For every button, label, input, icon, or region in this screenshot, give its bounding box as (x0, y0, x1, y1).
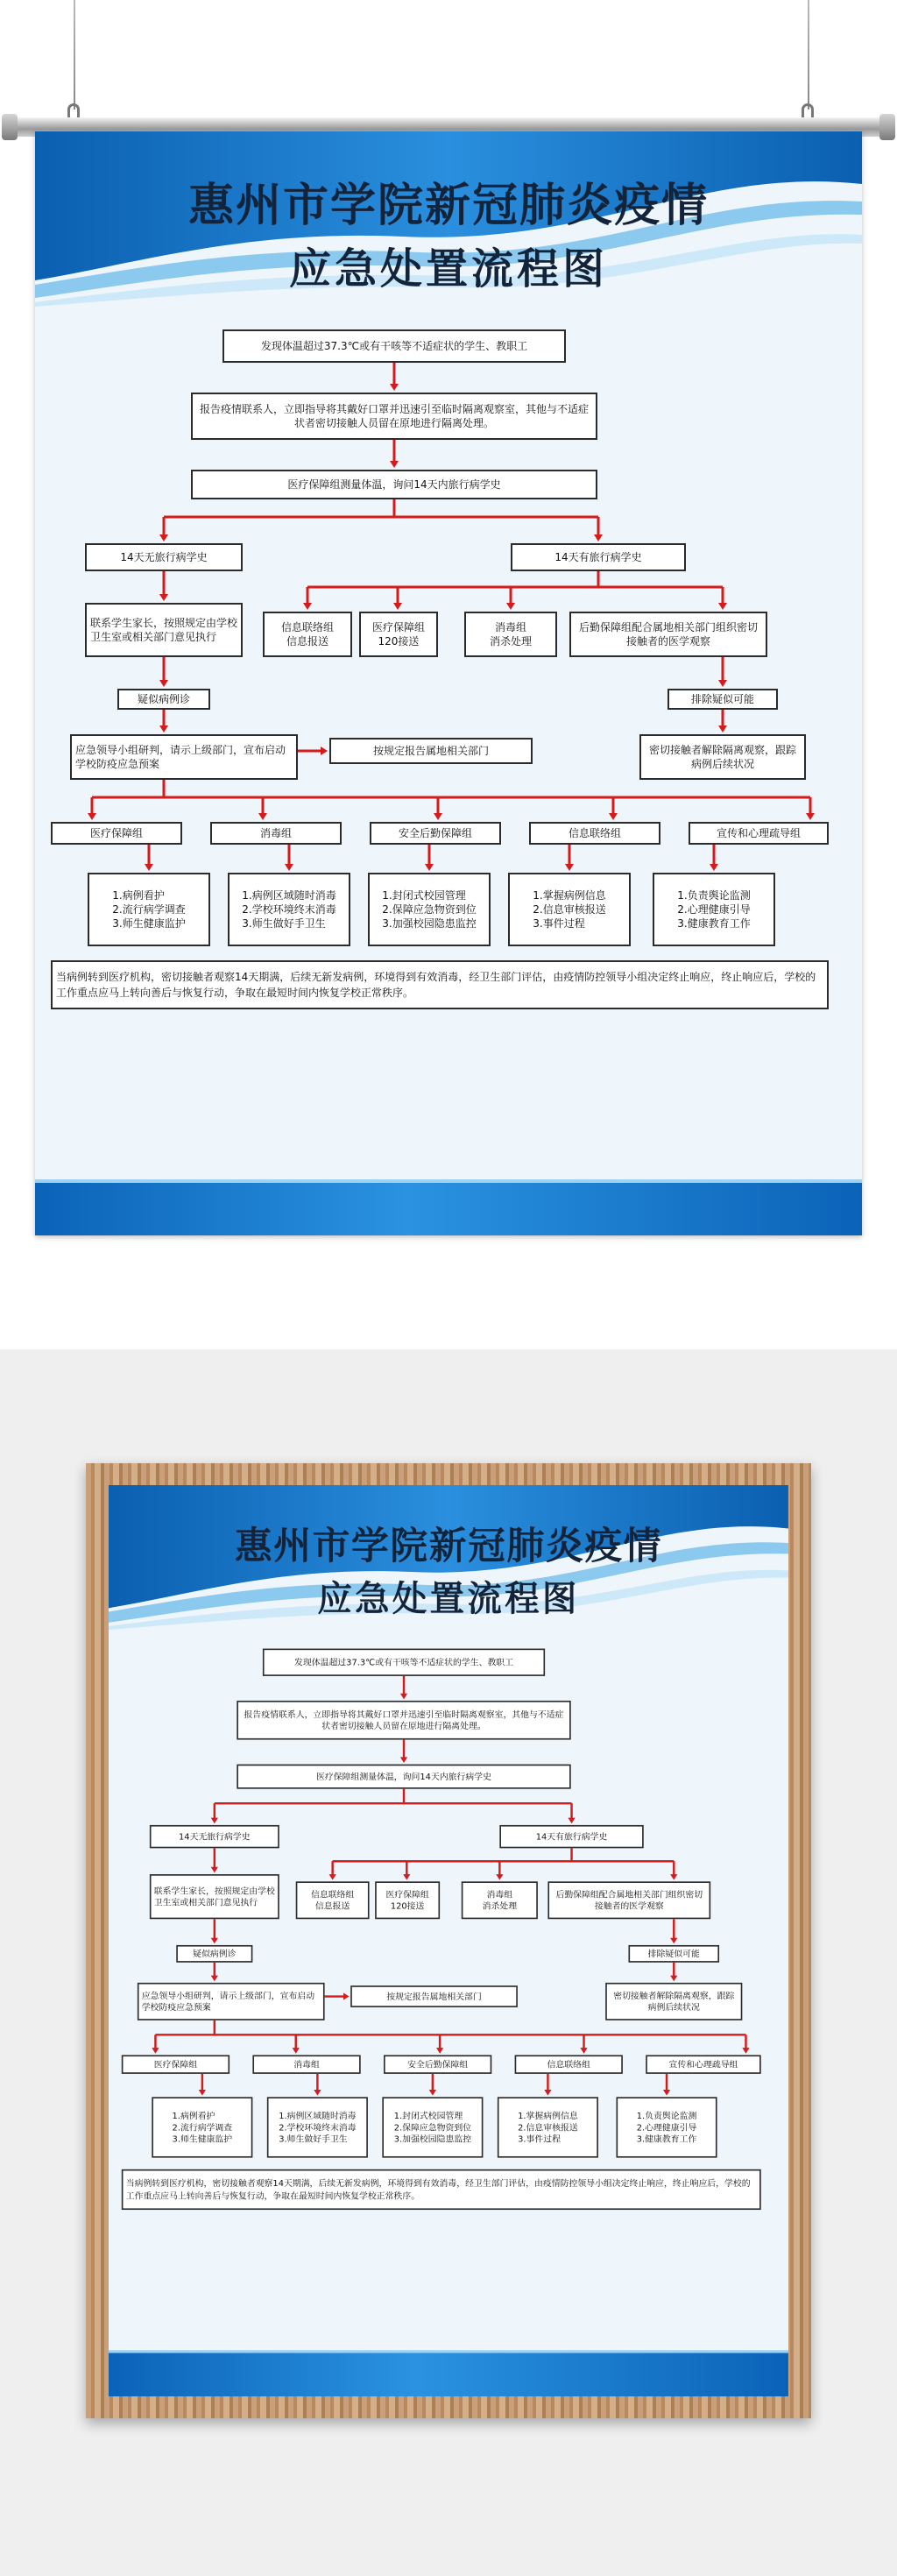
group-medical: 医疗保障组 (51, 822, 182, 845)
group-disinfect-tasks: 1.病例区域随时消毒 2.学校环境终末消毒 3.师生做好手卫生 (267, 2097, 368, 2157)
group-disinfect-tasks: 1.病例区域随时消毒 2.学校环境终末消毒 3.师生做好手卫生 (228, 873, 350, 946)
poster-title: 惠州市学院新冠肺炎疫情 (234, 1524, 663, 1568)
hanging-wire-right (808, 0, 809, 110)
step-close-contacts: 密切接触者解除隔离观察，跟踪病例后续状况 (605, 1983, 742, 2020)
step-discover: 发现体温超过37.3℃或有干咳等不适症状的学生、教职工 (263, 1649, 545, 1676)
group-publicity-tasks: 1.负责舆论监测 2.心理健康引导 3.健康教育工作 (617, 2097, 717, 2157)
group-info-tasks: 1.掌握病例信息 2.信息审核报送 3.事件过程 (508, 873, 631, 946)
group-logistics: 安全后勤保障组 (384, 2055, 491, 2073)
poster (109, 1485, 788, 2396)
step-report: 报告疫情联系人，立即指导将其戴好口罩并迅速引至临时隔离观察室，其他与不适症状者密切接触人员留在原地进行隔离处理。 (237, 1701, 570, 1740)
group-publicity: 宣传和心理疏导组 (646, 2055, 761, 2073)
step-disinfect-group: 消毒组 消杀处理 (464, 612, 557, 657)
step-logistics-group: 后勤保障组配合属地相关部门组织密切接触者的医学观察 (547, 1881, 710, 1919)
step-info-group: 信息联络组 信息报送 (263, 612, 352, 657)
group-disinfect: 消毒组 (210, 822, 342, 845)
poster-subtitle: 应急处置流程图 (288, 244, 608, 294)
footer-band (109, 2353, 788, 2396)
poster-subtitle: 应急处置流程图 (317, 1578, 580, 1619)
rod-end-right (879, 114, 895, 140)
step-suspected: 疑似病例诊 (176, 1945, 252, 1963)
footer-band (35, 1183, 862, 1235)
group-publicity: 宣传和心理疏导组 (689, 822, 829, 845)
step-has-history: 14天有旅行病学史 (499, 1825, 643, 1848)
group-info: 信息联络组 (515, 2055, 623, 2073)
group-medical-tasks: 1.病例看护 2.流行病学调查 3.师生健康监护 (152, 2097, 252, 2157)
step-report-local: 按规定报告属地相关部门 (329, 738, 533, 764)
step-excluded: 排除疑似可能 (667, 689, 778, 710)
flow-connectors (35, 131, 862, 1235)
group-disinfect: 消毒组 (252, 2055, 360, 2073)
step-contact-parents: 联系学生家长，按照规定由学校卫生室或相关部门意见执行 (150, 1874, 279, 1919)
step-medical-check: 医疗保障组测量体温，询问14天内旅行病学史 (237, 1765, 570, 1789)
hanging-wire-left (74, 0, 75, 110)
flow-connectors (109, 1485, 788, 2396)
step-contact-parents: 联系学生家长，按照规定由学校卫生室或相关部门意见执行 (85, 603, 243, 657)
group-medical-tasks: 1.病例看护 2.流行病学调查 3.师生健康监护 (88, 873, 210, 946)
group-publicity-tasks: 1.负责舆论监测 2.心理健康引导 3.健康教育工作 (653, 873, 775, 946)
step-discover: 发现体温超过37.3℃或有干咳等不适症状的学生、教职工 (222, 329, 566, 363)
step-medical-group-120: 医疗保障组 120接送 (375, 1881, 440, 1919)
step-no-history: 14天无旅行病学史 (150, 1825, 279, 1848)
group-logistics-tasks: 1.封闭式校园管理 2.保障应急物资到位 3.加强校园隐患监控 (382, 2097, 483, 2157)
closing-statement: 当病例转到医疗机构，密切接触者观察14天期满，后续无新发病例，环境得到有效消毒，经卫生部门评估，由疫情防控领导小组决定终止响应，终止响应后，学校的工作重点应马上转向善后与恢复行动，争取在最短时间内恢复学校正常秩序。 (51, 960, 829, 1009)
group-info: 信息联络组 (529, 822, 660, 845)
framed-poster (109, 1485, 788, 2396)
step-emergency-leader: 应急领导小组研判，请示上级部门，宣布启动学校防疫应急预案 (138, 1983, 325, 2020)
step-report: 报告疫情联系人，立即指导将其戴好口罩并迅速引至临时隔离观察室，其他与不适症状者密切接触人员留在原地进行隔离处理。 (191, 393, 597, 440)
group-info-tasks: 1.掌握病例信息 2.信息审核报送 3.事件过程 (498, 2097, 598, 2157)
group-logistics-tasks: 1.封闭式校园管理 2.保障应急物资到位 3.加强校园隐患监控 (368, 873, 491, 946)
step-emergency-leader: 应急领导小组研判，请示上级部门，宣布启动学校防疫应急预案 (70, 734, 298, 780)
hanging-poster (35, 131, 862, 1235)
step-no-history: 14天无旅行病学史 (85, 543, 243, 571)
step-close-contacts: 密切接触者解除隔离观察，跟踪病例后续状况 (639, 734, 806, 780)
step-has-history: 14天有旅行病学史 (511, 543, 686, 571)
closing-statement: 当病例转到医疗机构，密切接触者观察14天期满，后续无新发病例，环境得到有效消毒，经卫生部门评估，由疫情防控领导小组决定终止响应，终止响应后，学校的工作重点应马上转向善后与恢复行动，争取在最短时间内恢复学校正常秩序。 (122, 2169, 761, 2210)
poster (35, 131, 862, 1235)
step-logistics-group: 后勤保障组配合属地相关部门组织密切接触者的医学观察 (569, 612, 767, 657)
step-medical-check: 医疗保障组测量体温，询问14天内旅行病学史 (191, 470, 597, 499)
poster-title: 惠州市学院新冠肺炎疫情 (187, 179, 709, 232)
step-medical-group-120: 医疗保障组 120接送 (359, 612, 438, 657)
step-excluded: 排除疑似可能 (628, 1945, 719, 1963)
group-logistics: 安全后勤保障组 (370, 822, 501, 845)
step-info-group: 信息联络组 信息报送 (296, 1881, 370, 1919)
rod-end-left (2, 114, 18, 140)
group-medical: 医疗保障组 (122, 2055, 230, 2073)
step-report-local: 按规定报告属地相关部门 (350, 1985, 518, 2007)
step-disinfect-group: 消毒组 消杀处理 (462, 1881, 538, 1919)
step-suspected: 疑似病例诊 (117, 689, 210, 710)
